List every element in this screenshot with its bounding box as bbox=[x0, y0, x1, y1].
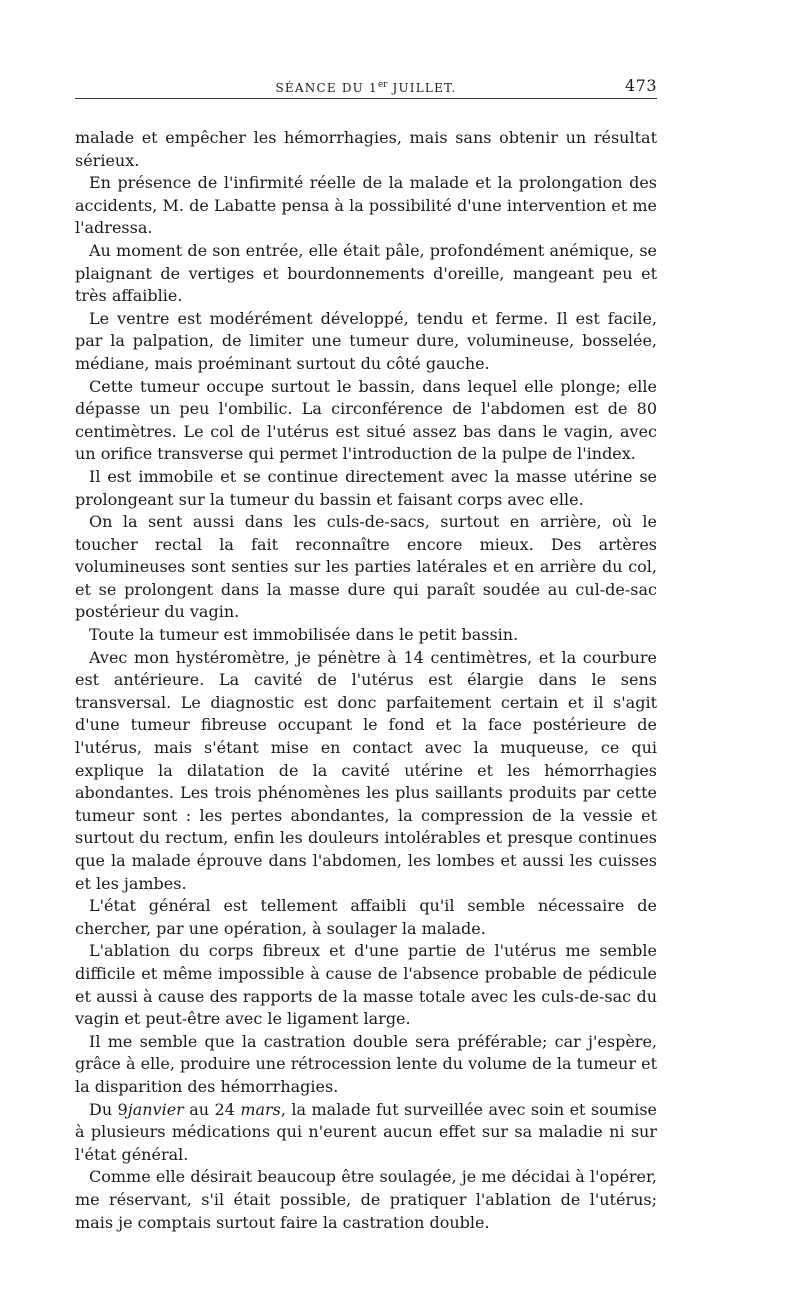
paragraph: En présence de l'infirmité réelle de la malade et la prolongation des accidents, M. de Labatte pensa à la possibilité d'une intervention et me l'adressa. bbox=[75, 173, 657, 238]
paragraph: Avec mon hystéromètre, je pénètre à 14 centimètres, et la courbure est antérieure. La cavité de l'utérus est élargie dans le sens transversal. Le diagnostic est donc parfaitement certain et il s'agit d'une tumeur fibreuse occupant le fond et la face postérieure de l'utérus, mais s'étant mise en contact avec la muqueuse, ce qui explique la dilatation de la cavité utérine et les hémorrhagies abondantes. Les trois phénomènes les plus saillants produits par cette tumeur sont : les pertes abondantes, la compression de la vessie et surtout du rectum, enfin les douleurs intolérables et presque continues que la malade éprouve dans l'abdomen, les lombes et aussi les cuisses et les jambes. bbox=[75, 647, 657, 893]
paragraph: On la sent aussi dans les culs-de-sacs, surtout en arrière, où le toucher rectal la fait reconnaître encore mieux. Des artères volumineuses sont senties sur les parties latérales et en arrière du col, et se prolongent dans la masse dure qui paraît soudée au cul-de-sac postérieur du vagin. bbox=[75, 512, 657, 622]
page-number: 473 bbox=[624, 76, 657, 95]
running-title-superscript: er bbox=[377, 80, 388, 90]
paragraph: L'ablation du corps fibreux et d'une partie de l'utérus me semble difficile et même impossible à cause de l'absence probable de pédicule et aussi à cause des rapports de la masse totale avec les culs-de-sac du vagin et peut-être avec le ligament large. bbox=[75, 941, 657, 1029]
running-title bbox=[75, 80, 657, 95]
paragraph: Il me semble que la castration double sera préférable; car j'espère, grâce à elle, produire une rétrocession lente du volume de la tumeur et la disparition des hémorrhagies. bbox=[75, 1031, 657, 1096]
dates-middle: au 24 bbox=[183, 1099, 241, 1119]
month-january: janvier bbox=[127, 1099, 184, 1119]
dates-lead: Du 9 bbox=[89, 1099, 128, 1119]
header-rule bbox=[75, 98, 657, 99]
dates-rest: , la malade fut surveillée avec soin et soumise à plusieurs médications qui n'eurent aucun effet sur sa maladie ni sur l'état général. bbox=[75, 1099, 658, 1164]
month-march: mars bbox=[240, 1099, 281, 1119]
paragraph: malade et empêcher les hémorrhagies, mais sans obtenir un résultat sérieux. bbox=[75, 128, 657, 170]
dates-paragraph bbox=[75, 1099, 657, 1167]
book-page bbox=[75, 70, 657, 1234]
running-header bbox=[75, 70, 657, 96]
paragraph: Au moment de son entrée, elle était pâle, profondément anémique, se plaignant de vertiges et bourdonnements d'oreille, mangeant peu et très affaiblie. bbox=[75, 240, 657, 306]
paragraph: Le ventre est modérément développé, tendu et ferme. Il est facile, par la palpation, de limiter une tumeur dure, volumineuse, bosselée, médiane, mais proéminant surtout du côté gauche. bbox=[75, 308, 657, 373]
body-text bbox=[75, 127, 657, 1234]
running-title-text-end: JUILLET. bbox=[387, 81, 457, 95]
paragraph: Comme elle désirait beaucoup être soulagée, je me décidai à l'opérer, me réservant, s'il était possible, de pratiquer l'ablation de l'utérus; mais je comptais surtout faire la castration double. bbox=[75, 1167, 657, 1232]
paragraph: Toute la tumeur est immobilisée dans le petit bassin. bbox=[89, 625, 519, 645]
paragraph: Cette tumeur occupe surtout le bassin, dans lequel elle plonge; elle dépasse un peu l'ombilic. La circonférence de l'abdomen est de 80 centimètres. Le col de l'utérus est situé assez bas dans le vagin, avec un orifice transverse qui permet l'introduction de la pulpe de l'index. bbox=[75, 376, 657, 464]
running-title-text: SÉANCE DU 1 bbox=[275, 81, 378, 95]
paragraph: L'état général est tellement affaibli qu'il semble nécessaire de chercher, par une opération, à soulager la malade. bbox=[75, 896, 657, 938]
paragraph: Il est immobile et se continue directement avec la masse utérine se prolongeant sur la tumeur du bassin et faisant corps avec elle. bbox=[75, 466, 657, 509]
